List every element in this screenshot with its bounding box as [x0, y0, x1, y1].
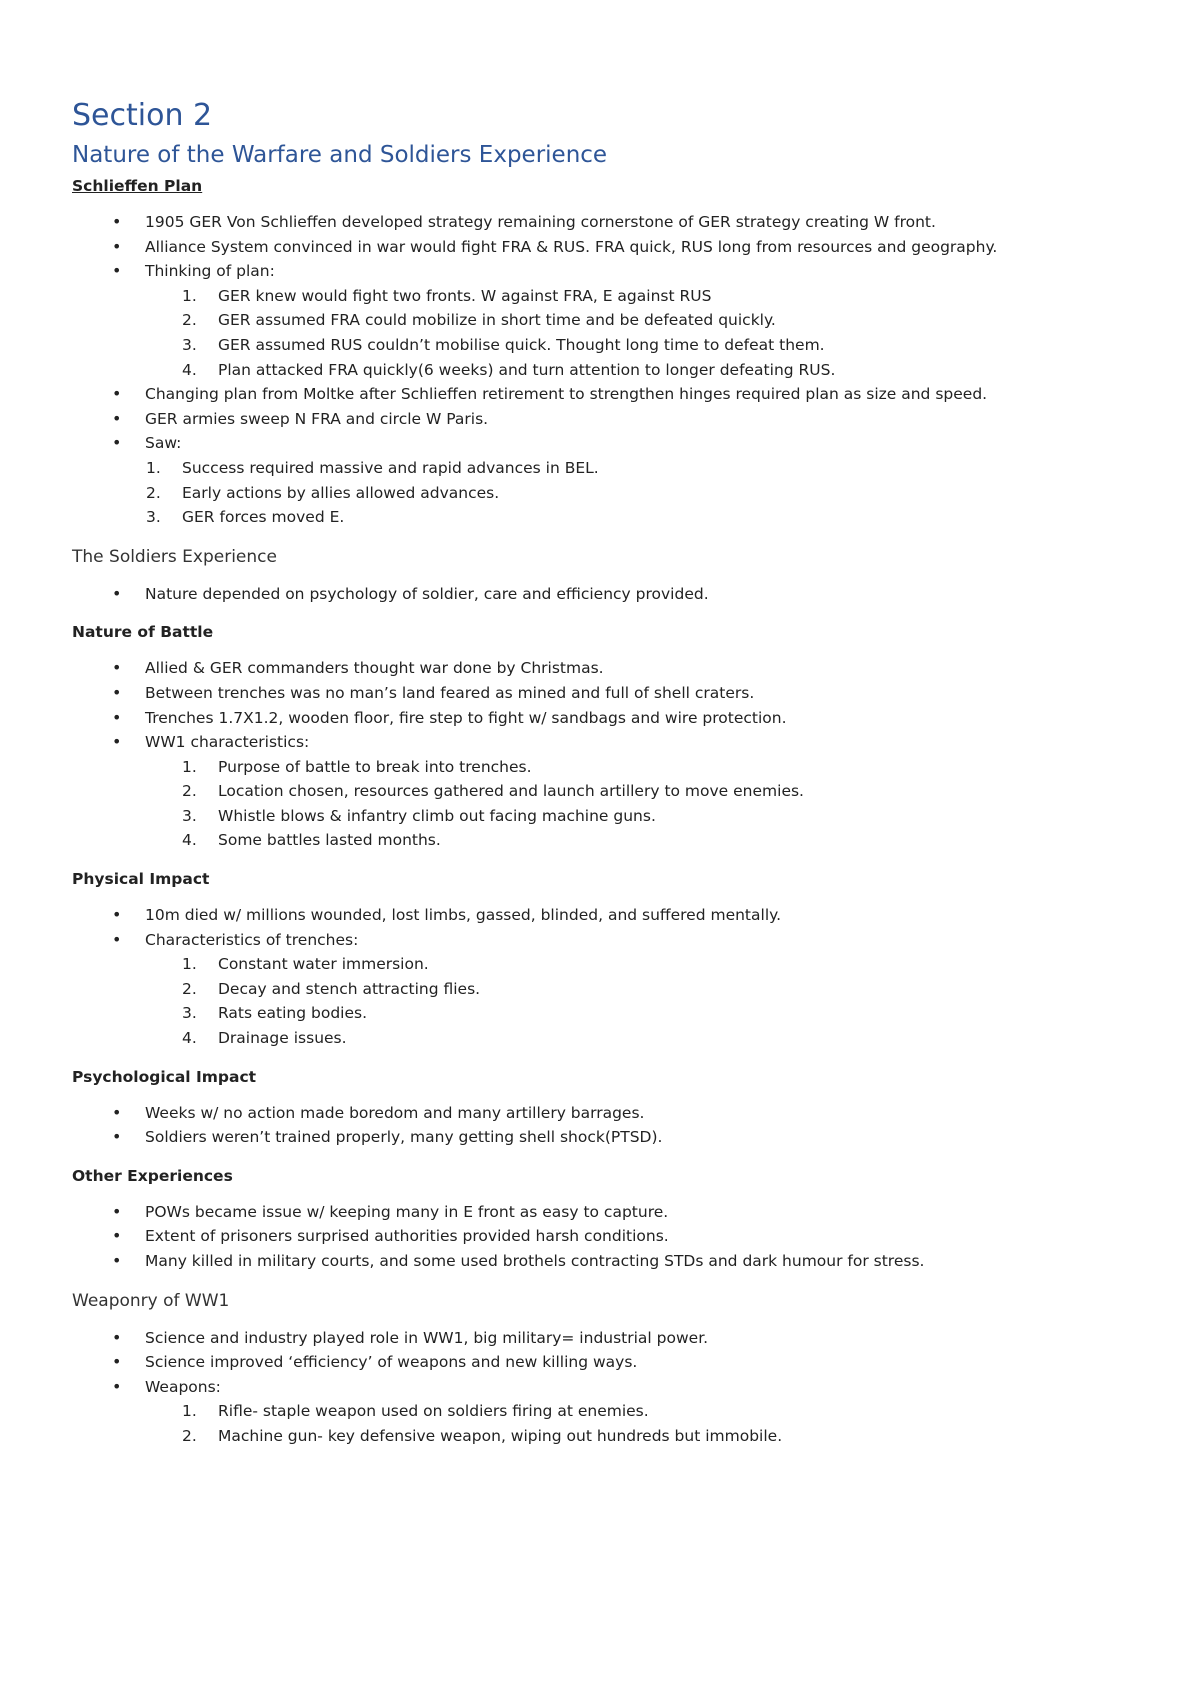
sub-item — [72, 779, 1140, 804]
list-item: • Alliance System convinced in war would fight FRA & RUS. FRA quick, RUS long from resources and geography. — [72, 235, 1140, 260]
sub-item-text: Plan attacked FRA quickly(6 weeks) and turn attention to longer defeating RUS. — [218, 360, 836, 379]
item-number: 3. — [182, 1004, 197, 1023]
sub-item — [72, 456, 1140, 481]
list-item: • 10m died w/ millions wounded, lost limbs, gassed, blinded, and suffered mentally. — [72, 903, 1140, 928]
item-number: 3. — [146, 508, 161, 527]
sub-item — [72, 1424, 1140, 1449]
sub-item-text: Machine gun- key defensive weapon, wiping out hundreds but immobile. — [218, 1426, 783, 1445]
sub-item — [72, 828, 1140, 853]
list-item-text: WW1 characteristics: — [145, 733, 310, 752]
sub-item — [72, 284, 1140, 309]
item-number: 2. — [182, 1426, 197, 1445]
physical-list — [72, 903, 1140, 1051]
weapons-list — [72, 1326, 1140, 1449]
item-number: 2. — [182, 979, 197, 998]
list-item-text: Thinking of plan: — [145, 262, 275, 281]
list-item — [72, 259, 1140, 382]
sub-item-text: GER knew would fight two fronts. W against FRA, E against RUS — [218, 286, 712, 305]
list-item — [72, 730, 1140, 853]
sub-item — [72, 505, 1140, 530]
list-item: • Extent of prisoners surprised authorities provided harsh conditions. — [72, 1224, 1140, 1249]
soldiers-heading: The Soldiers Experience — [72, 546, 277, 567]
psych-heading: Psychological Impact — [72, 1067, 257, 1086]
list-item: • GER armies sweep N FRA and circle W Paris. — [72, 407, 1140, 432]
sub-item — [72, 358, 1140, 383]
list-item: • Allied & GER commanders thought war done by Christmas. — [72, 656, 1140, 681]
list-item — [72, 431, 1140, 529]
thinking-sublist — [145, 284, 1140, 382]
list-item: • Science improved ‘efficiency’ of weapons and new killing ways. — [72, 1350, 1140, 1375]
battle-list — [72, 656, 1140, 853]
saw-sublist — [145, 456, 1140, 530]
item-number: 1. — [146, 458, 161, 477]
item-number: 2. — [182, 782, 197, 801]
list-item: • Science and industry played role in WW1, big military= industrial power. — [72, 1326, 1140, 1351]
list-item-text: Saw: — [145, 434, 182, 453]
item-number: 3. — [182, 335, 197, 354]
sub-item-text: Decay and stench attracting flies. — [218, 979, 481, 998]
sub-item — [72, 952, 1140, 977]
sub-item-text: Location chosen, resources gathered and launch artillery to move enemies. — [218, 782, 804, 801]
list-item: • POWs became issue w/ keeping many in E front as easy to capture. — [72, 1200, 1140, 1225]
sub-item — [72, 755, 1140, 780]
sub-item-text: GER forces moved E. — [182, 508, 345, 527]
sub-item-text: Constant water immersion. — [218, 955, 429, 974]
sub-item-text: Rifle- staple weapon used on soldiers firing at enemies. — [218, 1402, 649, 1421]
sub-item-text: Rats eating bodies. — [218, 1004, 368, 1023]
item-number: 1. — [182, 286, 197, 305]
list-item: • Between trenches was no man’s land feared as mined and full of shell craters. — [72, 681, 1140, 706]
page-subtitle: Nature of the Warfare and Soldiers Experience — [72, 142, 608, 168]
sub-item — [72, 308, 1140, 333]
item-number: 1. — [182, 757, 197, 776]
sub-item-text: Early actions by allies allowed advances. — [182, 483, 500, 502]
trench-sublist — [145, 952, 1140, 1050]
sub-item-text: Whistle blows & infantry climb out facing machine guns. — [218, 806, 656, 825]
soldiers-list — [72, 582, 1140, 607]
schlieffen-heading: Schlieffen Plan — [72, 177, 203, 195]
list-item: • 1905 GER Von Schlieffen developed strategy remaining cornerstone of GER strategy creating W front. — [72, 210, 1140, 235]
list-item-text: Weapons: — [145, 1377, 221, 1396]
sub-item — [72, 1001, 1140, 1026]
list-item: • Nature depended on psychology of soldier, care and efficiency provided. — [72, 582, 1140, 607]
list-item: • Changing plan from Moltke after Schlieffen retirement to strengthen hinges required plan as size and speed. — [72, 382, 1140, 407]
schlieffen-list — [72, 210, 1140, 530]
item-number: 4. — [182, 1029, 197, 1048]
item-number: 1. — [182, 1402, 197, 1421]
list-item-text: Characteristics of trenches: — [145, 930, 359, 949]
sub-item — [72, 1399, 1140, 1424]
list-item — [72, 1375, 1140, 1449]
sub-item-text: Drainage issues. — [218, 1029, 347, 1048]
sub-item-text: Success required massive and rapid advances in BEL. — [182, 458, 599, 477]
sub-item — [72, 1026, 1140, 1051]
sub-item-text: GER assumed FRA could mobilize in short time and be defeated quickly. — [218, 311, 776, 330]
page-title: Section 2 — [72, 98, 213, 133]
other-heading: Other Experiences — [72, 1166, 233, 1185]
sub-item-text: Purpose of battle to break into trenches. — [218, 757, 532, 776]
sub-item-text: Some battles lasted months. — [218, 831, 441, 850]
list-item: • Many killed in military courts, and some used brothels contracting STDs and dark humour for stress. — [72, 1249, 1140, 1274]
item-number: 1. — [182, 955, 197, 974]
weapons-heading: Weaponry of WW1 — [72, 1290, 230, 1311]
sub-item — [72, 333, 1140, 358]
sub-item — [72, 804, 1140, 829]
sub-item-text: GER assumed RUS couldn’t mobilise quick. Thought long time to defeat them. — [218, 335, 825, 354]
weapons-sublist — [145, 1399, 1140, 1448]
sub-item — [72, 481, 1140, 506]
item-number: 4. — [182, 831, 197, 850]
item-number: 2. — [182, 311, 197, 330]
list-item — [72, 928, 1140, 1051]
psych-list — [72, 1101, 1140, 1150]
list-item: • Trenches 1.7X1.2, wooden floor, fire step to fight w/ sandbags and wire protection. — [72, 706, 1140, 731]
item-number: 3. — [182, 806, 197, 825]
physical-heading: Physical Impact — [72, 870, 210, 889]
item-number: 4. — [182, 360, 197, 379]
list-item: • Soldiers weren’t trained properly, many getting shell shock(PTSD). — [72, 1125, 1140, 1150]
sub-item — [72, 977, 1140, 1002]
item-number: 2. — [146, 483, 161, 502]
list-item: • Weeks w/ no action made boredom and many artillery barrages. — [72, 1101, 1140, 1126]
other-list — [72, 1200, 1140, 1274]
characteristics-sublist — [145, 755, 1140, 853]
battle-heading: Nature of Battle — [72, 623, 214, 642]
